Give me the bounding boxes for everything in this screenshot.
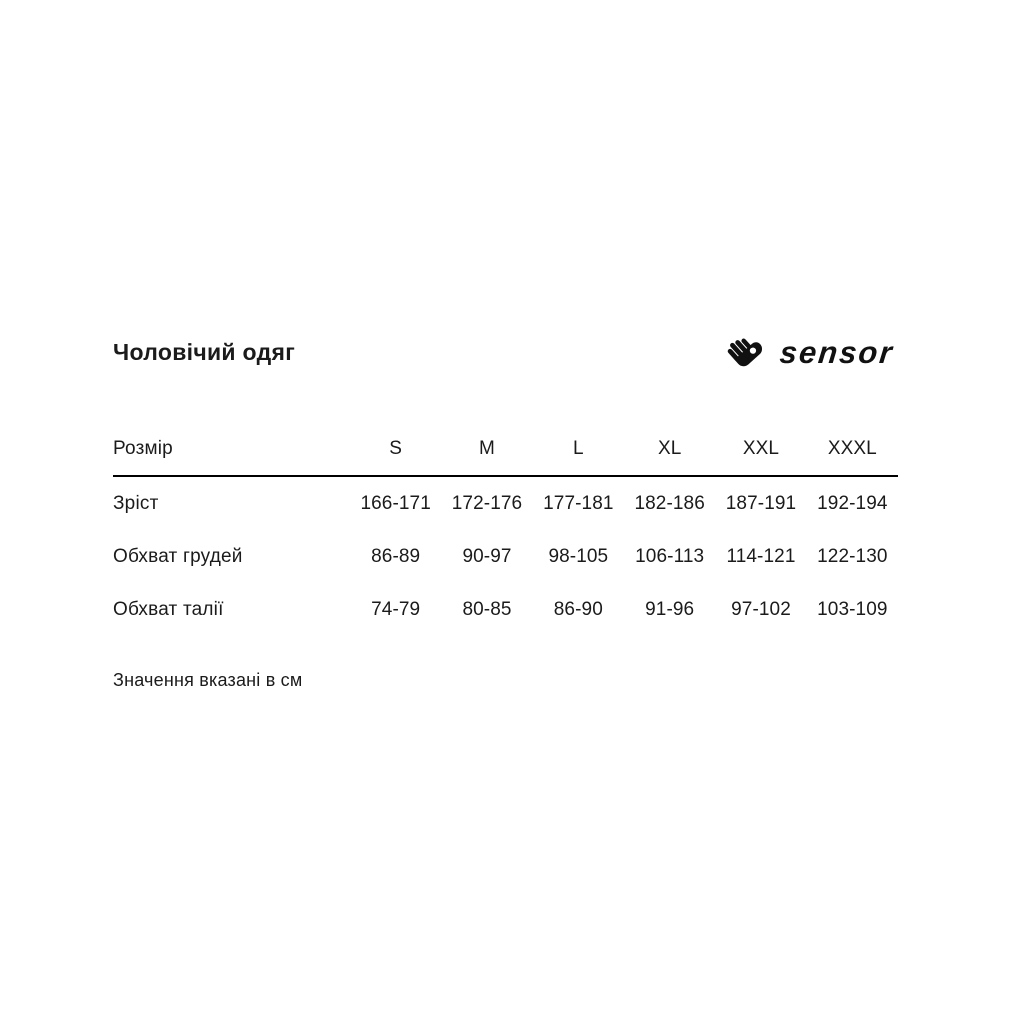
hand-logo-icon [722,329,768,375]
column-header-xl: XL [657,438,682,459]
cell-value: 177-181 [543,492,614,514]
cell-value: 98-105 [548,545,609,567]
table-row-chest [113,530,898,583]
column-header-s: S [389,438,403,459]
cell-value: 90-97 [462,545,512,567]
cell-value: 182-186 [634,492,705,514]
brand-wordmark: sensor [778,334,896,370]
units-note: Значення вказані в см [113,670,303,690]
table-row-height [113,477,898,530]
cell-value: 114-121 [726,545,796,567]
sheet-header [113,331,898,373]
row-label: Обхват талії [113,598,224,620]
brand-logo [722,329,898,375]
cell-value: 103-109 [817,598,888,620]
row-label: Зріст [113,492,159,514]
cell-value: 74-79 [371,598,421,620]
cell-value: 192-194 [817,492,888,514]
cell-value: 106-113 [635,545,705,567]
table-header-row [113,437,898,477]
column-header-xxxl: XXXL [827,438,877,459]
column-header-size: Розмір [113,438,173,459]
cell-value: 86-90 [553,598,603,620]
size-table [113,437,898,636]
cell-value: 97-102 [731,598,791,620]
cell-value: 91-96 [645,598,695,620]
cell-value: 187-191 [725,492,797,514]
row-label: Обхват грудей [113,545,243,567]
page-title: Чоловічий одяг [113,338,296,365]
cell-value: 166-171 [360,492,431,514]
column-header-l: L [572,438,584,459]
table-row-waist [113,583,898,636]
cell-value: 122-130 [817,545,888,567]
cell-value: 86-89 [371,545,421,567]
column-header-m: M [479,438,495,459]
column-header-xxl: XXL [742,438,780,459]
size-chart-sheet [113,331,898,691]
cell-value: 80-85 [462,598,512,620]
cell-value: 172-176 [451,492,523,514]
